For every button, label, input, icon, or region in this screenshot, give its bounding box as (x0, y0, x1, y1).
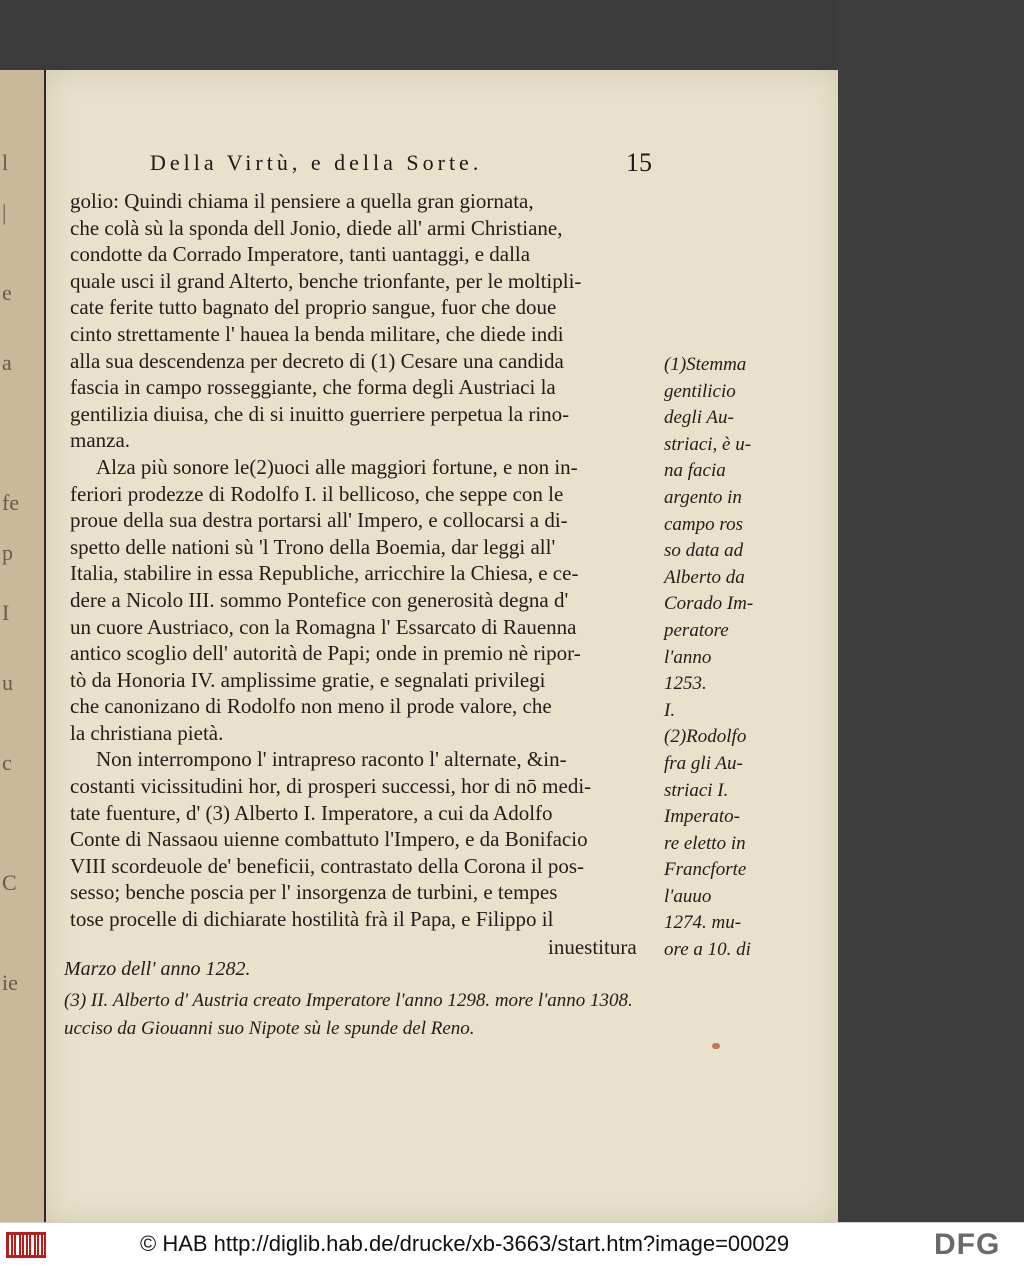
text-line: Italia, stabilire in essa Republiche, arricchire la Chiesa, e ce- (70, 561, 579, 586)
text-line: sesso; benche poscia per l' insorgenza de turbini, e tempes (70, 880, 558, 905)
viewer-footer (0, 1222, 1024, 1265)
margin-note-line: Imperato- (664, 806, 740, 828)
text-line: manza. (70, 428, 131, 453)
copyright-link[interactable]: © HAB http://diglib.hab.de/drucke/xb-3663/start.htm?image=00029 (140, 1231, 790, 1256)
main-text (70, 188, 670, 933)
text-line: fascia in campo rosseggiante, che forma degli Austriaci la (70, 375, 556, 400)
text-line: alla sua descendenza per decreto di (1) Cesare una candida (70, 348, 564, 373)
footnote-line: (3) II. Alberto d' Austria creato Imperatore l'anno 1298. more l'anno 1308. (64, 990, 633, 1011)
margin-note-line: na facia (664, 460, 726, 482)
margin-note-line: (2)Rodolfo (664, 726, 747, 748)
footnote-line: ucciso da Giouanni suo Nipote sù le spunde del Reno. (64, 1018, 475, 1039)
margin-note-line: 1274. mu- (664, 912, 742, 934)
margin-note-line: (1)Stemma (664, 354, 747, 375)
text-line: dere a Nicolo III. sommo Pontefice con generosità degna d' (70, 587, 569, 612)
margin-note-line: striaci I. (664, 779, 729, 801)
footnote (64, 987, 784, 1043)
page-number: 15 (626, 148, 652, 177)
margin-note-line: ore a 10. di (664, 939, 751, 961)
text-line: tate fuenture, d' (3) Alberto I. Imperatore, a cui da Adolfo (70, 800, 553, 825)
text-line: feriori prodezze di Rodolfo I. il bellicoso, che seppe con le (70, 481, 564, 506)
text-line: gentilizia diuisa, che di si inuitto guerriere perpetua la rino- (70, 401, 570, 426)
margin-note-line: peratore (664, 619, 729, 641)
text-line: VIII scordeuole de' beneficii, contrastato della Corona il pos- (70, 853, 585, 878)
previous-page-edge: l | e a fe p I u c C ie (0, 70, 47, 1222)
margin-notes (664, 352, 774, 964)
catchword: inuestitura (548, 935, 637, 959)
text-line: la christiana pietà. (70, 720, 224, 745)
margin-note-line: Corado Im- (664, 593, 754, 615)
margin-note-line: 1253. (664, 673, 707, 695)
margin-note-continuation: Marzo dell' anno 1282. (64, 958, 251, 980)
margin-note-line: fra gli Au- (664, 752, 743, 774)
margin-note-line: degli Au- (664, 407, 734, 429)
text-line: spetto delle nationi sù 'l Trono della Boemia, dar leggi all' (70, 534, 556, 559)
paper-stain (712, 1043, 720, 1049)
text-line: che canonizano di Rodolfo non meno il prode valore, che (70, 694, 552, 719)
text-line: Alza più sonore le(2)uoci alle maggiori fortune, e non in- (96, 454, 578, 479)
text-line: antico scoglio dell' autorità de Papi; onde in premio nè ripor- (70, 641, 581, 666)
text-line: proue della sua destra portarsi all' Impero, e collocarsi a di- (70, 508, 568, 533)
text-line: tò da Honoria IV. amplissime gratie, e segnalati privilegi (70, 667, 546, 692)
margin-note-line: so data ad (664, 540, 744, 562)
text-line: un cuore Austriaco, con la Romagna l' Essarcato di Rauenna (70, 614, 577, 639)
margin-note-line: argento in (664, 486, 742, 508)
text-line: Conte di Nassaou uienne combattuto l'Impero, e da Bonifacio (70, 827, 588, 852)
text-line: cinto strettamente l' hauea la benda militare, che diede indi (70, 321, 564, 346)
text-line: tose procelle di dichiarate hostilità frà il Papa, e Filippo il (70, 907, 554, 932)
margin-note-line: l'anno (664, 646, 712, 668)
running-head-title: Della Virtù, e della Sorte. (150, 150, 483, 175)
text-line: golio: Quindi chiama il pensiere a quella gran giornata, (70, 189, 534, 213)
margin-note-line: striaci, è u- (664, 433, 752, 455)
dfg-logo: DFG (934, 1228, 1001, 1261)
barcode-icon (6, 1232, 46, 1258)
margin-note-line: re eletto in (664, 832, 746, 854)
margin-note-line: gentilicio (664, 380, 736, 402)
dark-margin (838, 0, 1024, 1222)
margin-note-line: l'auuo (664, 885, 712, 907)
text-line: costanti vicissitudini hor, di prosperi successi, hor di nō medi- (70, 774, 592, 799)
margin-note-line: campo ros (664, 513, 743, 535)
text-line: cate ferite tutto bagnato del proprio sangue, fuor che doue (70, 295, 557, 320)
text-line: quale usci il grand Alterto, benche trionfante, per le moltipli- (70, 268, 582, 293)
margin-note-line: Alberto da (664, 566, 745, 588)
margin-note-line: Francforte (664, 859, 747, 881)
text-line: Non interrompono l' intrapreso raconto l' alternate, &in- (96, 747, 567, 772)
text-line: condotte da Corrado Imperatore, tanti uantaggi, e dalla (70, 242, 531, 267)
margin-note-line: I. (664, 699, 676, 721)
text-line: che colà sù la sponda dell Jonio, diede all' armi Christiane, (70, 215, 563, 240)
